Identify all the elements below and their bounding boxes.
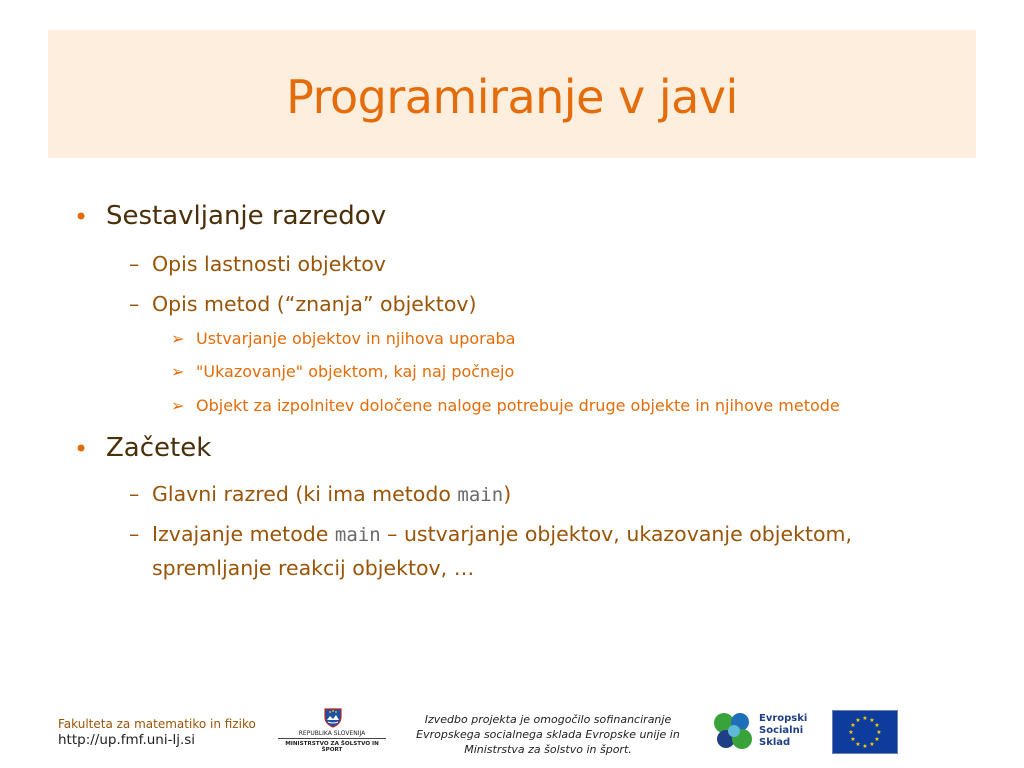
dash-marker: – bbox=[129, 482, 140, 506]
text-segment: – ustvarjanje objektov, ukazovanje objektom, spremljanje reakcij objektov, … bbox=[152, 522, 853, 580]
svg-text:★: ★ bbox=[876, 729, 882, 736]
subsubbullet-ustvarjanje-objektov: Ustvarjanje objektov in njihova uporaba bbox=[196, 329, 516, 348]
code-main: main bbox=[334, 524, 381, 546]
bullet-zacetek: Začetek bbox=[106, 433, 212, 463]
esf-wordmark bbox=[759, 713, 807, 749]
dash-marker: – bbox=[129, 522, 140, 546]
footer-faculty bbox=[58, 716, 256, 748]
faculty-name: Fakulteta za matematiko in fiziko bbox=[58, 717, 256, 731]
bullet-sestavljanje-razredov: Sestavljanje razredov bbox=[106, 201, 387, 231]
esf-line: Evropski bbox=[759, 713, 808, 724]
arrow-marker: ➢ bbox=[171, 329, 185, 348]
eu-flag-icon bbox=[832, 710, 898, 754]
arrow-marker: ➢ bbox=[171, 396, 185, 415]
esf-logo bbox=[712, 710, 812, 752]
bullet-marker: • bbox=[74, 435, 89, 463]
subsubbullet-ukazovanje: "Ukazovanje" objektom, kaj naj počnejo bbox=[196, 362, 515, 381]
esf-mark-icon bbox=[712, 710, 756, 752]
subbullet-opis-lastnosti: Opis lastnosti objektov bbox=[152, 252, 386, 276]
subbullet-opis-metod: Opis metod (“znanja” objektov) bbox=[152, 292, 477, 316]
ministry-divider bbox=[278, 738, 386, 739]
svg-text:★: ★ bbox=[855, 717, 861, 724]
text-segment: Glavni razred (ki ima metodo bbox=[152, 482, 458, 506]
svg-text:★: ★ bbox=[874, 736, 880, 743]
eu-stars-icon bbox=[833, 711, 897, 753]
svg-text:★: ★ bbox=[869, 717, 875, 724]
text-segment: Izvajanje metode bbox=[152, 522, 335, 546]
arrow-marker: ➢ bbox=[171, 362, 185, 381]
slide-title: Programiranje v javi bbox=[286, 70, 738, 124]
ministry-name-text: MINISTRSTVO ZA ŠOLSTVO IN ŠPORT bbox=[285, 741, 379, 753]
subsubbullet-objekt-za-izpolnitev: Objekt za izpolnitev določene naloge potrebuje druge objekte in njihove metode bbox=[196, 396, 840, 415]
footer-funding-note: Izvedbo projekta je omogočilo sofinanciranje Evropskega socialnega sklada Evropske unije in Ministrstva za šolstvo in šport. bbox=[416, 713, 680, 756]
svg-text:★: ★ bbox=[855, 741, 861, 748]
esf-line: Socialni bbox=[759, 725, 804, 736]
svg-text:★: ★ bbox=[874, 722, 880, 729]
ministry-logo bbox=[278, 708, 386, 754]
subbullet-izvajanje-metode bbox=[152, 518, 972, 585]
bullet-marker: • bbox=[74, 203, 89, 231]
subbullet-glavni-razred bbox=[152, 482, 511, 506]
ministry-republic-text: REPUBLIKA SLOVENIJA bbox=[298, 730, 366, 737]
svg-text:★: ★ bbox=[848, 729, 854, 736]
faculty-url-link[interactable]: http://up.fmf.uni-lj.si bbox=[58, 732, 196, 748]
code-main: main bbox=[457, 484, 504, 506]
svg-text:★: ★ bbox=[850, 736, 856, 743]
dash-marker: – bbox=[129, 292, 140, 316]
coat-of-arms-icon bbox=[324, 708, 342, 728]
dash-marker: – bbox=[129, 252, 140, 276]
svg-text:★: ★ bbox=[869, 741, 875, 748]
svg-text:★: ★ bbox=[862, 715, 868, 722]
text-segment: ) bbox=[503, 482, 512, 506]
svg-text:★: ★ bbox=[862, 743, 868, 750]
esf-line: Sklad bbox=[759, 737, 791, 748]
svg-text:★: ★ bbox=[850, 722, 856, 729]
